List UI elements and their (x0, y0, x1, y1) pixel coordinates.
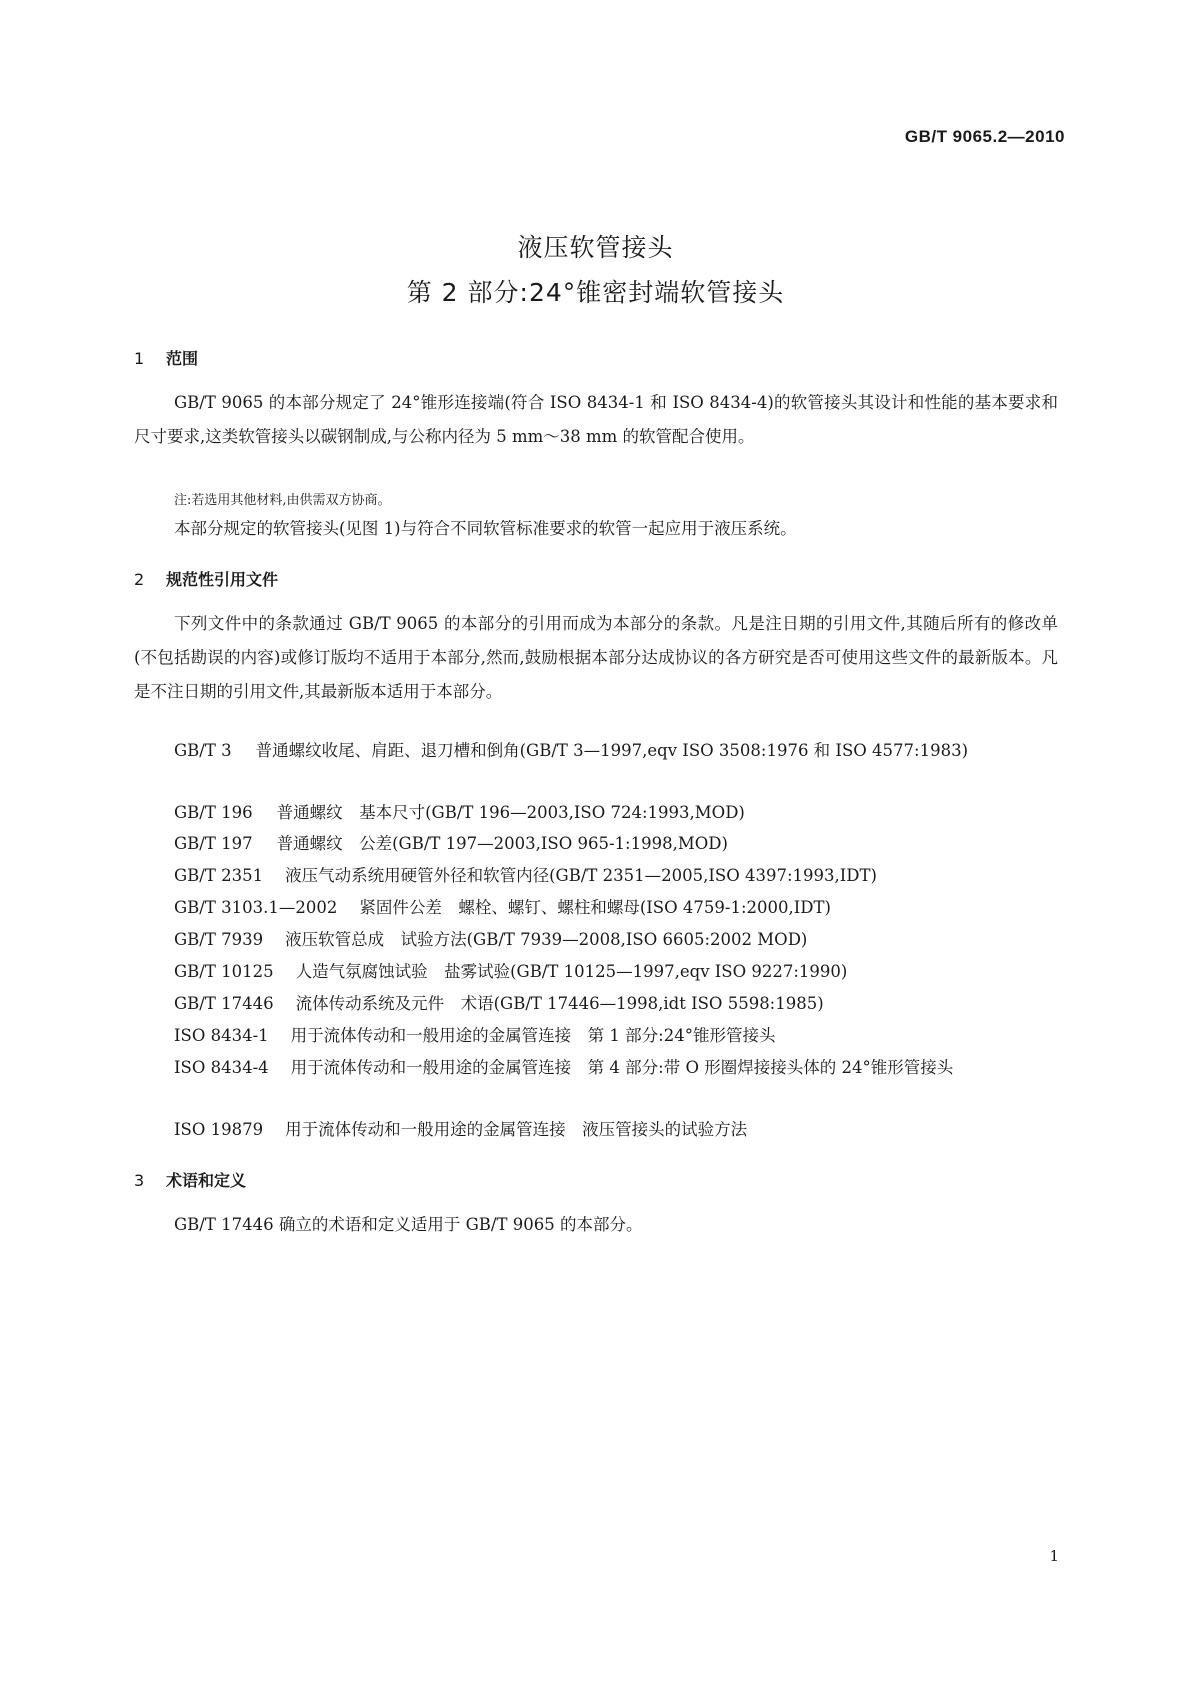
reference-item (134, 735, 1058, 767)
reference-title: 液压气动系统用硬管外径和软管内径(GB/T 2351—2005,ISO 4397:1993,IDT) (285, 866, 877, 885)
reference-code: GB/T 7939 (174, 930, 264, 949)
reference-code: ISO 8434-1 (174, 1026, 269, 1045)
scope-paragraph-2: 本部分规定的软管接头(见图 1)与符合不同软管标准要求的软管一起应用于液压系统。 (174, 519, 797, 538)
reference-code: GB/T 3103.1—2002 (174, 898, 338, 917)
scope-paragraph: GB/T 9065 的本部分规定了 24°锥形连接端(符合 ISO 8434-1 和 ISO 8434-4)的软管接头其设计和性能的基本要求和尺寸要求,这类软管接头以碳钢制成,与公称内径为 5 mm～38 mm 的软管配合使用。 (134, 393, 1058, 446)
reference-code: ISO 8434-4 (174, 1058, 269, 1077)
reference-item (134, 892, 1058, 924)
reference-title: 普通螺纹 基本尺寸(GB/T 196—2003,ISO 724:1993,MOD) (276, 803, 745, 822)
section-number: 2 (134, 570, 145, 589)
section-number: 3 (134, 1171, 145, 1190)
reference-title: 用于流体传动和一般用途的金属管连接 第 1 部分:24°锥形管接头 (290, 1026, 776, 1045)
reference-item (134, 860, 1058, 892)
reference-title: 紧固件公差 螺栓、螺钉、螺柱和螺母(ISO 4759-1:2000,IDT) (359, 898, 831, 917)
reference-code: GB/T 2351 (174, 866, 264, 885)
reference-code: GB/T 17446 (174, 994, 274, 1013)
reference-item (134, 924, 1058, 956)
reference-item (134, 1052, 1058, 1084)
reference-title: 用于流体传动和一般用途的金属管连接 液压管接头的试验方法 (285, 1120, 748, 1139)
reference-code: GB/T 10125 (174, 962, 274, 981)
reference-title: 用于流体传动和一般用途的金属管连接 第 4 部分:带 O 形圈焊接接头体的 24°锥形管接头 (290, 1058, 954, 1077)
document-title: 液压软管接头 (517, 233, 674, 262)
section-heading-scope (134, 346, 198, 369)
section-heading-normative-references (134, 567, 278, 590)
page-number: 1 (1049, 1547, 1059, 1565)
reference-title: 普通螺纹收尾、肩距、退刀槽和倒角(GB/T 3—1997,eqv ISO 3508:1976 和 ISO 4577:1983) (255, 741, 969, 760)
reference-code: ISO 19879 (174, 1120, 264, 1139)
reference-title: 人造气氛腐蚀试验 盐雾试验(GB/T 10125—1997,eqv ISO 9227:1990) (295, 962, 848, 981)
reference-item (134, 1114, 1058, 1146)
reference-item (134, 828, 1058, 860)
scope-note: 注:若选用其他材料,由供需双方协商。 (174, 493, 391, 508)
section-title: 规范性引用文件 (166, 570, 279, 589)
reference-code: GB/T 3 (174, 741, 232, 760)
section-title: 术语和定义 (166, 1171, 247, 1190)
standard-number: GB/T 9065.2—2010 (904, 127, 1065, 146)
reference-item (134, 956, 1058, 988)
reference-title: 流体传动系统及元件 术语(GB/T 17446—1998,idt ISO 5598:1985) (295, 994, 824, 1013)
document-subtitle: 第 2 部分:24°锥密封端软管接头 (406, 278, 785, 307)
reference-title: 普通螺纹 公差(GB/T 197—2003,ISO 965-1:1998,MOD) (276, 834, 728, 853)
reference-item (134, 988, 1058, 1020)
references-intro-paragraph: 下列文件中的条款通过 GB/T 9065 的本部分的引用而成为本部分的条款。凡是注日期的引用文件,其随后所有的修改单(不包括勘误的内容)或修订版均不适用于本部分,然而,鼓励根据本部分达成协议的各方研究是否可使用这些文件的最新版本。凡是不注日期的引用文件,其最新版本适用于本部分。 (134, 614, 1058, 701)
reference-code: GB/T 197 (174, 834, 253, 853)
reference-title: 液压软管总成 试验方法(GB/T 7939—2008,ISO 6605:2002 MOD) (285, 930, 808, 949)
terms-paragraph: GB/T 17446 确立的术语和定义适用于 GB/T 9065 的本部分。 (174, 1215, 643, 1234)
section-title: 范围 (166, 349, 199, 368)
reference-item (134, 797, 1058, 829)
section-heading-terms-definitions (134, 1168, 246, 1191)
reference-code: GB/T 196 (174, 803, 253, 822)
section-number: 1 (134, 349, 145, 368)
reference-item (134, 1020, 1058, 1052)
